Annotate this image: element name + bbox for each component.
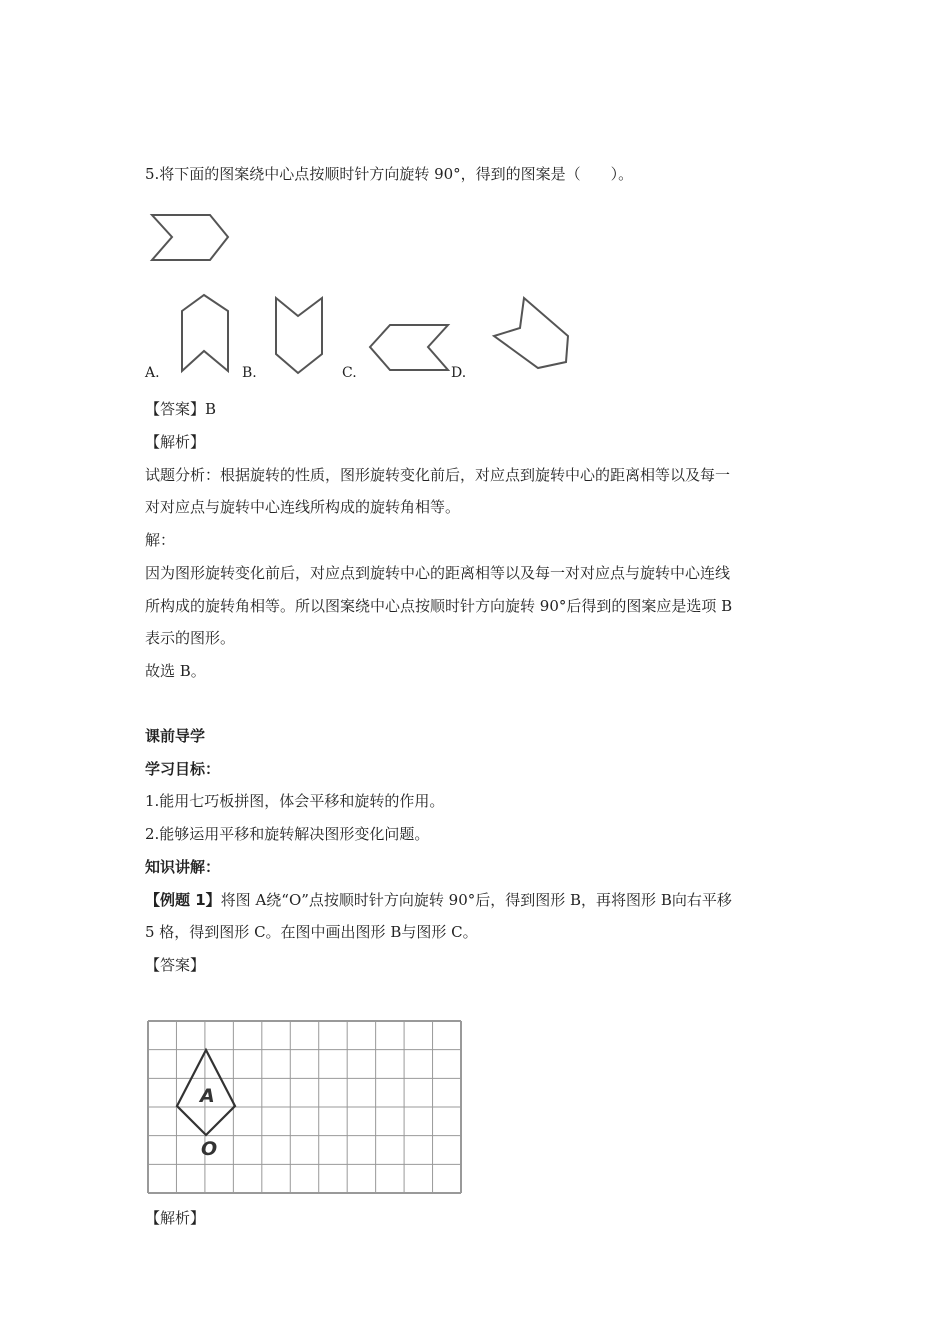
grid-figure — [147, 1020, 463, 1196]
grid-lines — [148, 1021, 461, 1193]
example-line-1 — [145, 890, 732, 910]
question-text: 5.将下面的图案绕中心点按顺时针方向旋转 90°，得到的图案是（ ）。 — [145, 165, 634, 183]
solution-line-3: 表示的图形。 — [145, 629, 236, 647]
analysis-line-1: 试题分析：根据旋转的性质，图形旋转变化前后，对应点到旋转中心的距离相等以及每一 — [145, 466, 731, 484]
option-b-label[interactable]: B. — [242, 365, 257, 381]
option-d-shape — [492, 296, 574, 372]
solution-heading: 解： — [145, 531, 176, 549]
conclusion-line: 故选 B。 — [145, 662, 206, 680]
section-title: 课前导学 — [145, 727, 206, 745]
goal-2: 2.能够运用平移和旋转解决图形变化问题。 — [145, 825, 430, 843]
option-a-label[interactable]: A. — [145, 365, 160, 381]
analysis-heading: 【解析】 — [145, 433, 206, 451]
goals-heading: 学习目标： — [145, 760, 221, 778]
example-label: 【例题 1】 — [145, 891, 221, 909]
option-c-shape — [368, 322, 452, 374]
example-text-1: 将图 A绕“O”点按顺时针方向旋转 90°后，得到图形 B，再将图形 B向右平移 — [220, 891, 732, 909]
goal-1: 1.能用七巧板拼图，体会平移和旋转的作用。 — [145, 792, 445, 810]
label-o: O — [201, 1138, 218, 1160]
solution-line-2: 所构成的旋转角相等。所以图案绕中心点按顺时针方向旋转 90°后得到的图案应是选项 B — [145, 597, 733, 615]
option-a-shape — [178, 293, 232, 375]
knowledge-heading: 知识讲解： — [145, 858, 221, 876]
solution-line-1: 因为图形旋转变化前后，对应点到旋转中心的距离相等以及每一对对应点与旋转中心连线 — [145, 564, 731, 582]
original-arrow-shape — [150, 213, 232, 263]
option-b-shape — [272, 296, 326, 378]
example-line-2: 5 格，得到图形 C。在图中画出图形 B与图形 C。 — [145, 923, 478, 941]
label-a: A — [200, 1085, 215, 1107]
answer-heading: 【答案】 — [145, 956, 206, 974]
answer-line: 【答案】B — [145, 400, 217, 418]
analysis-heading-2: 【解析】 — [145, 1209, 206, 1227]
analysis-line-2: 对对应点与旋转中心连线所构成的旋转角相等。 — [145, 498, 461, 516]
option-d-label[interactable]: D. — [451, 365, 467, 381]
option-c-label[interactable]: C. — [342, 365, 357, 381]
